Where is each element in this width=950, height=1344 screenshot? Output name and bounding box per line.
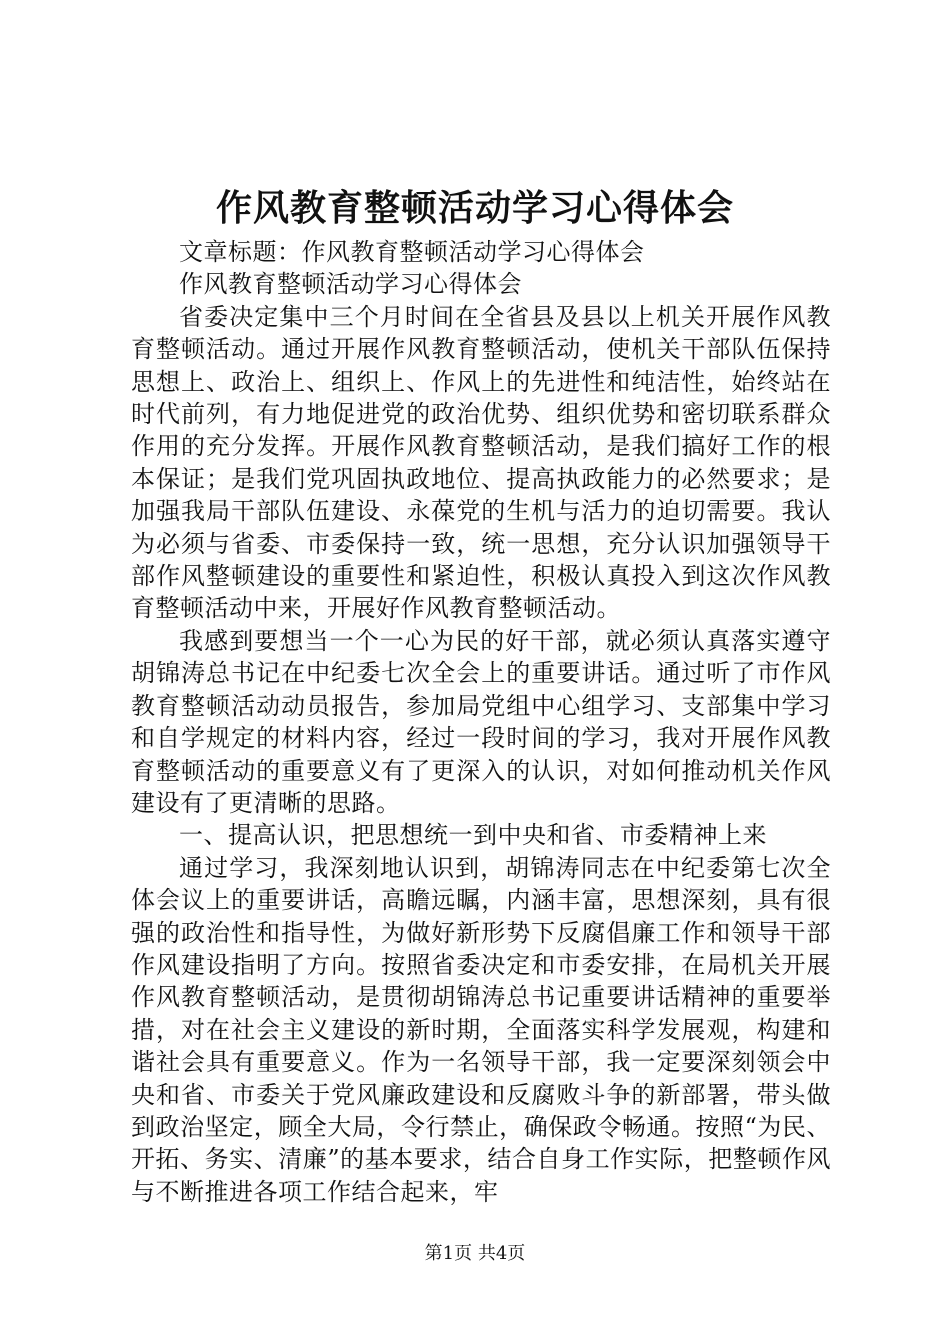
article-title-line: 文章标题：作风教育整顿活动学习心得体会 bbox=[179, 238, 645, 266]
body-paragraph: 省委决定集中三个月时间在全省县及县以上机关开展作风教育整顿活动。通过开展作风教育整顿活动，使机关干部队伍保持思想上、政治上、组织上、作风上的先进性和纯洁性，始终站在时代前列，有力地促进党的政治优势、组织优势和密切联系群众作用的充分发挥。开展作风教育整顿活动，是我们搞好工作的根本保证；是我们党巩固执政地位、提高执政能力的必然要求；是加强我局干部队伍建设、永葆党的生机与活力的迫切需要。我认为必须与省委、市委保持一致，统一思想，充分认识加强领导干部作风整顿建设的重要性和紧迫性，积极认真投入到这次作风教育整顿活动中来，开展好作风教育整顿活动。 bbox=[131, 302, 831, 623]
subtitle-line: 作风教育整顿活动学习心得体会 bbox=[179, 270, 522, 299]
document-body bbox=[131, 236, 831, 1208]
section-heading: 一、提高认识，把思想统一到中央和省、市委精神上来 bbox=[179, 821, 767, 850]
body-paragraph: 通过学习，我深刻地认识到，胡锦涛同志在中纪委第七次全体会议上的重要讲话，高瞻远瞩，内涵丰富，思想深刻，具有很强的政治性和指导性，为做好新形势下反腐倡廉工作和领导干部作风建设指明了方向。按照省委决定和市委安排，在局机关开展作风教育整顿活动，是贯彻胡锦涛总书记重要讲话精神的重要举措，对在社会主义建设的新时期，全面落实科学发展观，构建和谐社会具有重要意义。作为一名领导干部，我一定要深刻领会中央和省、市委关于党风廉政建设和反腐败斗争的新部署，带头做到政治坚定，顾全大局，令行禁止，确保政令畅通。按照“为民、开拓、务实、清廉”的基本要求，结合自身工作实际，把整顿作风与不断推进各项工作结合起来，牢 bbox=[131, 853, 831, 1206]
document-title: 作风教育整顿活动学习心得体会 bbox=[215, 187, 734, 229]
body-paragraph: 我感到要想当一个一心为民的好干部，就必须认真落实遵守胡锦涛总书记在中纪委七次全会上的重要讲话。通过听了市作风教育整顿活动动员报告，参加局党组中心组学习、支部集中学习和自学规定的材料内容，经过一段时间的学习，我对开展作风教育整顿活动的重要意义有了更深入的认识，对如何推动机关作风建设有了更清晰的思路。 bbox=[131, 626, 831, 817]
page-number-footer: 第1页 共4页 bbox=[424, 1243, 526, 1264]
